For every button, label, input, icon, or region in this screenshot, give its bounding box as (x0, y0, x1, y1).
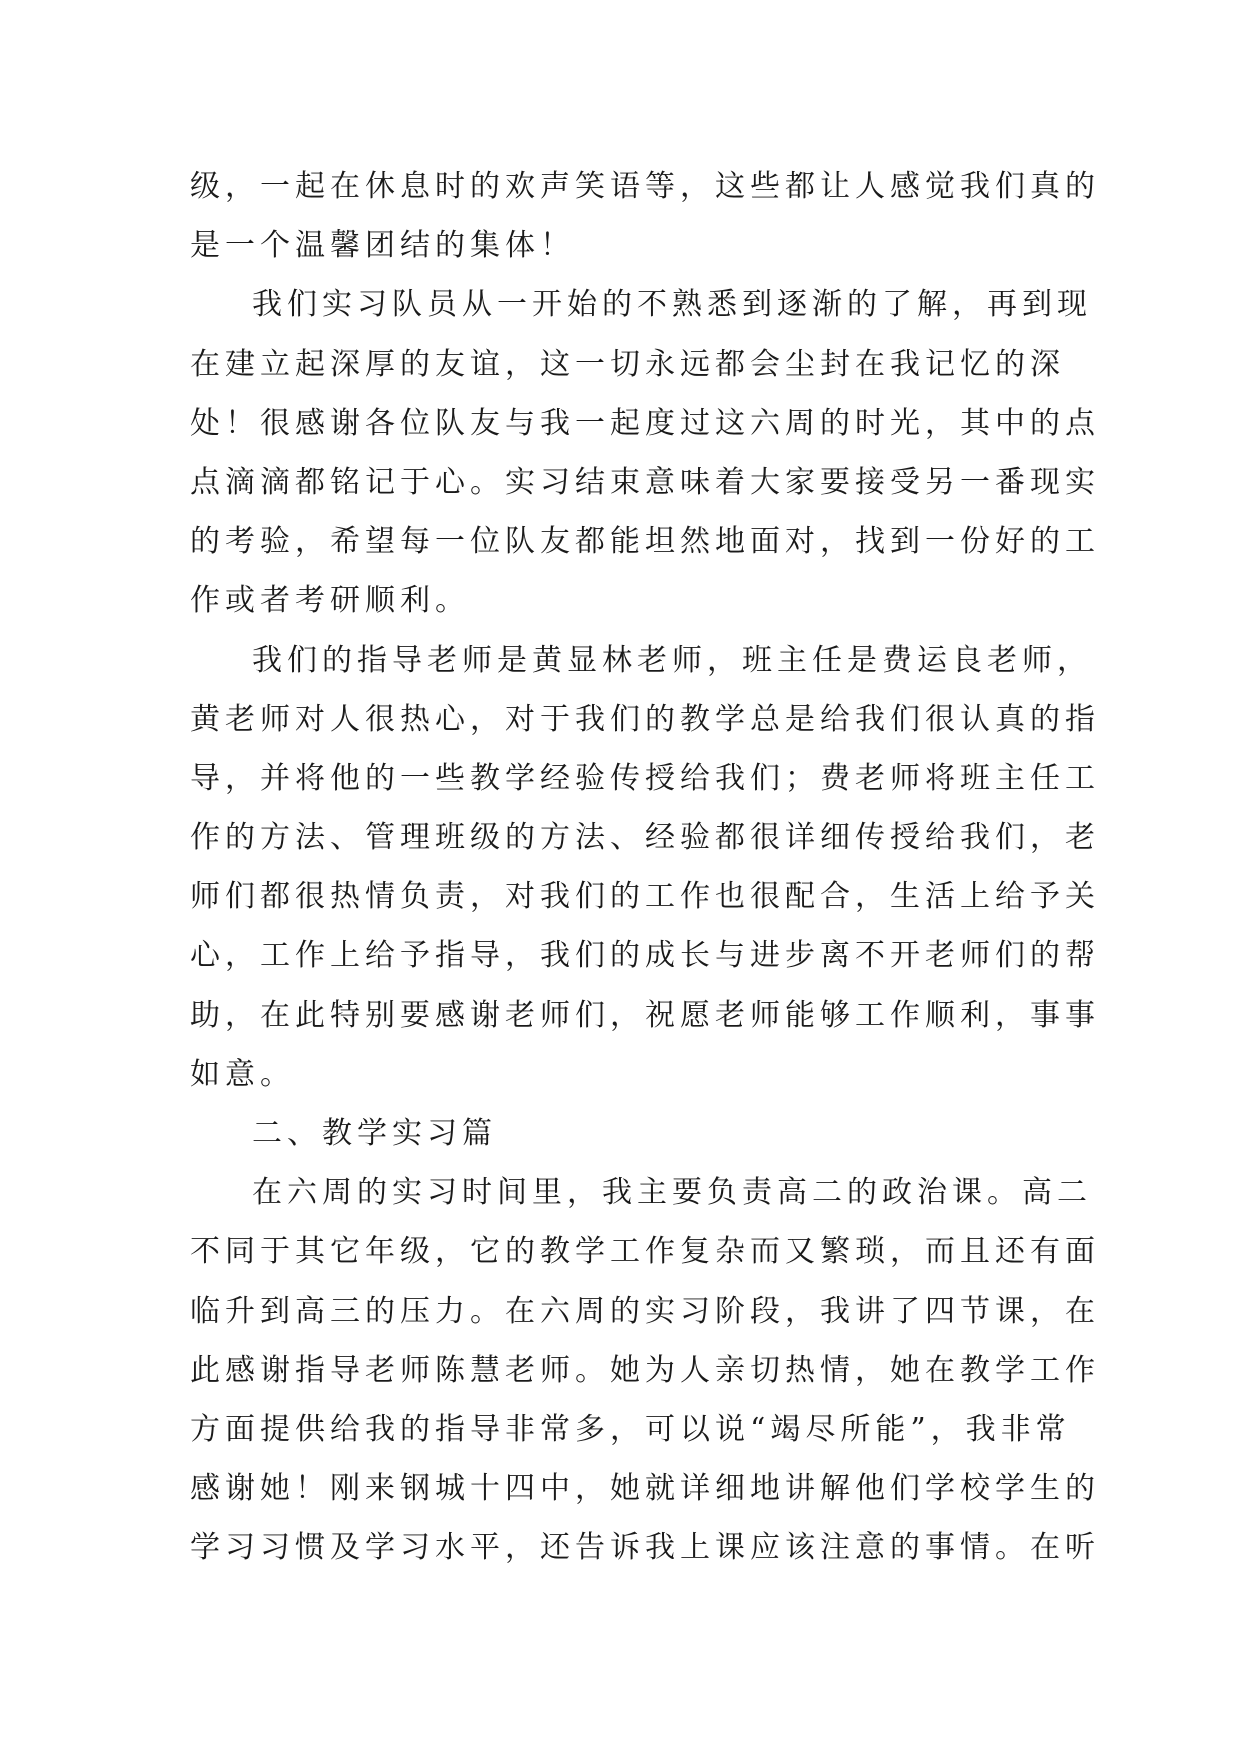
text-line: 处！很感谢各位队友与我一起度过这六周的时光，其中的点 (190, 405, 1100, 441)
text-line: 级，一起在休息时的欢声笑语等，这些都让人感觉我们真的 (190, 169, 1100, 204)
text-line: 作的方法、管理班级的方法、经验都很详细传授给我们，老 (190, 820, 1100, 856)
text-line: 黄老师对人很热心，对于我们的教学总是给我们很认真的指 (190, 701, 1100, 737)
text-line: 临升到高三的压力。在六周的实习阶段，我讲了四节课，在 (190, 1293, 1100, 1329)
text-line: 师们都很热情负责，对我们的工作也很配合，生活上给予关 (190, 879, 1100, 915)
text-line: 导，并将他的一些教学经验传授给我们；费老师将班主任工 (190, 760, 1100, 796)
text-line: 我们的指导老师是黄显林老师，班主任是费运良老师， (252, 642, 1092, 678)
text-line: 学习习惯及学习水平，还告诉我上课应该注意的事情。在听 (190, 1530, 1100, 1566)
text-line: 在六周的实习时间里，我主要负责高二的政治课。高二 (252, 1175, 1092, 1211)
text-line: 二、教学实习篇 (252, 1116, 497, 1151)
text-line: 的考验，希望每一位队友都能坦然地面对，找到一份好的工 (190, 524, 1100, 560)
text-line: 作或者考研顺利。 (190, 583, 470, 619)
body-text (190, 157, 1100, 1578)
text-line: 心，工作上给予指导，我们的成长与进步离不开老师们的帮 (190, 938, 1100, 974)
text-line: 我们实习队员从一开始的不熟悉到逐渐的了解，再到现 (252, 287, 1092, 323)
text-line: 此感谢指导老师陈慧老师。她为人亲切热情，她在教学工作 (190, 1352, 1100, 1388)
text-line: 助，在此特别要感谢老师们，祝愿老师能够工作顺利，事事 (190, 997, 1100, 1033)
text-line: 方面提供给我的指导非常多，可以说“竭尽所能”，我非常 (190, 1411, 1071, 1447)
text-line: 点滴滴都铭记于心。实习结束意味着大家要接受另一番现实 (190, 464, 1100, 500)
text-line: 感谢她！刚来钢城十四中，她就详细地讲解他们学校学生的 (190, 1471, 1100, 1507)
text-line: 不同于其它年级，它的教学工作复杂而又繁琐，而且还有面 (190, 1234, 1100, 1270)
text-line: 是一个温馨团结的集体！ (190, 228, 575, 264)
text-line: 如意。 (190, 1056, 295, 1092)
text-line: 在建立起深厚的友谊，这一切永远都会尘封在我记忆的深 (190, 346, 1065, 382)
